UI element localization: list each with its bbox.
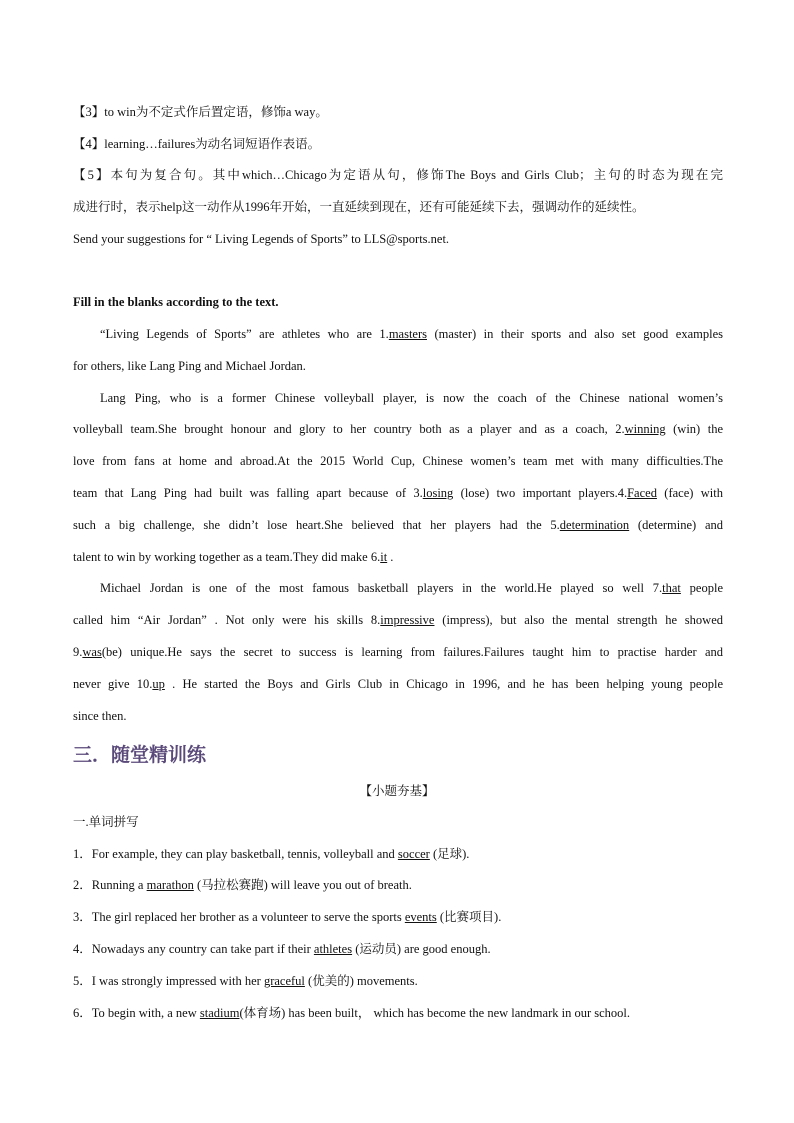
text-segment: (足球). [429, 847, 470, 861]
note-3: 【3】to win为不定式作后置定语，修饰a way。 [73, 105, 328, 119]
text-segment: 2．Running a [73, 878, 147, 892]
exercise-item [73, 973, 723, 989]
item-answer: stadium [199, 1006, 240, 1020]
answer-10: up [152, 677, 165, 691]
text-segment: (face) with [656, 486, 723, 500]
text-segment: people [680, 581, 723, 595]
exercise-item [73, 846, 723, 862]
note-5-line-1: 【5】本句为复合句。其中which…Chicago为定语从句，修饰The Boys and Girls Club；主句的时态为现在完 [73, 168, 723, 182]
paragraph-line [73, 612, 723, 628]
text-segment: team that Lang Ping had built was falling apart because of 3. [73, 486, 423, 500]
answer-6: it [380, 550, 388, 564]
paragraph-line: Lang Ping, who is a former Chinese volleyball player, is now the coach of the Chinese national women’s [100, 391, 723, 405]
text-segment: (优美的) movements. [304, 974, 418, 988]
text-segment: never give 10. [73, 677, 153, 691]
text-segment: (体育场) has been built， which has become the new landmark in our school. [239, 1006, 631, 1020]
paragraph-line: since then. [73, 709, 127, 723]
answer-4: Faced [627, 486, 657, 500]
exercise-item [73, 909, 723, 925]
exercise-item [73, 941, 723, 957]
text-segment: . [387, 550, 394, 564]
item-answer: graceful [263, 974, 305, 988]
text-segment: such a big challenge, she didn’t lose heart.She believed that her players had the 5. [73, 518, 560, 532]
paragraph-line: love from fans at home and abroad.At the 2015 World Cup, Chinese women’s team met with many difficulties.The [73, 454, 723, 468]
text-segment: 5．I was strongly impressed with her [73, 974, 264, 988]
answer-1: masters [388, 327, 427, 341]
paragraph-line [73, 644, 723, 660]
text-segment: 6．To begin with, a new [73, 1006, 200, 1020]
exercise-item [73, 877, 723, 893]
text-segment: (be) unique.He says the secret to success is learning from failures.Failures taught him to practise harder and [101, 645, 723, 659]
paragraph-line [73, 421, 723, 437]
answer-8: impressive [380, 613, 435, 627]
item-answer: marathon [146, 878, 194, 892]
fill-blanks-title: Fill in the blanks according to the text. [73, 295, 279, 309]
item-answer: events [404, 910, 437, 924]
text-segment: . He started the Boys and Girls Club in Chicago in 1996, and he has been helping young people [164, 677, 724, 691]
text-segment: volleyball team.She brought honour and glory to her country both as a player and as a coach, 2. [73, 422, 625, 436]
paragraph-line: for others, like Lang Ping and Michael Jordan. [73, 359, 306, 373]
text-segment: Michael Jordan is one of the most famous basketball players in the world.He played so well 7. [100, 581, 663, 595]
text-segment: 4．Nowadays any country can take part if their [73, 942, 314, 956]
text-segment: (win) the [665, 422, 723, 436]
text-segment: (impress), but also the mental strength he showed [434, 613, 723, 627]
part-title: 一.单词拼写 [73, 815, 139, 829]
text-segment: talent to win by working together as a team.They did make 6. [73, 550, 381, 564]
section-heading: 三．随堂精训练 [73, 744, 207, 766]
answer-3: losing [422, 486, 454, 500]
text-segment: (马拉松赛跑) will leave you out of breath. [193, 878, 412, 892]
text-segment: (master) in their sports and also set good examples [427, 327, 723, 341]
answer-2: winning [624, 422, 666, 436]
answer-9: was [82, 645, 102, 659]
send-suggestions-line: Send your suggestions for “ Living Legends of Sports” to LLS@sports.net. [73, 232, 450, 246]
text-segment: (lose) two important players.4. [453, 486, 628, 500]
exercise-item [73, 1005, 723, 1021]
paragraph-line [73, 549, 723, 565]
text-segment: (determine) and [629, 518, 723, 532]
item-answer: soccer [397, 847, 430, 861]
paragraph-line [100, 326, 723, 342]
note-4: 【4】learning…failures为动名词短语作表语。 [73, 137, 321, 151]
paragraph-line [100, 580, 723, 596]
section-subheading: 【小题夯基】 [359, 784, 435, 798]
answer-5: determination [559, 518, 630, 532]
text-segment: “Living Legends of Sports” are athletes who are 1. [100, 327, 389, 341]
text-segment: called him “Air Jordan” . Not only were his skills 8. [73, 613, 381, 627]
answer-7: that [662, 581, 681, 595]
text-segment: 9. [73, 645, 83, 659]
text-segment: 3．The girl replaced her brother as a volunteer to serve the sports [73, 910, 405, 924]
text-segment: 1．For example, they can play basketball, tennis, volleyball and [73, 847, 398, 861]
paragraph-line [73, 517, 723, 533]
text-segment: (运动员) are good enough. [352, 942, 491, 956]
note-5-line-2: 成进行时，表示help这一动作从1996年开始，一直延续到现在，还有可能延续下去，强调动作的延续性。 [73, 200, 645, 214]
item-answer: athletes [313, 942, 353, 956]
text-segment: (比赛项目). [436, 910, 502, 924]
paragraph-line [73, 485, 723, 501]
paragraph-line [73, 676, 723, 692]
